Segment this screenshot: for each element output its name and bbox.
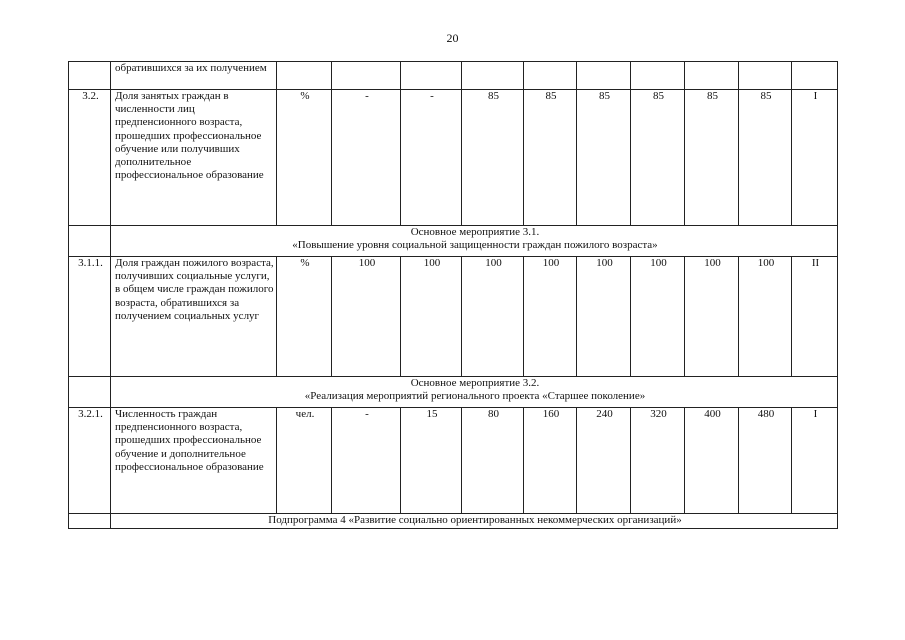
value-cell <box>792 62 838 90</box>
section-row <box>69 377 838 408</box>
unit-cell: % <box>277 257 332 377</box>
value-cell: 320 <box>631 408 685 514</box>
value-cell: 85 <box>739 90 792 226</box>
section-row <box>69 226 838 257</box>
section-subtitle: «Реализация мероприятий регионального проекта «Старшее поколение» <box>304 390 646 403</box>
value-cell: - <box>332 90 401 226</box>
value-cell: I <box>792 90 838 226</box>
value-cell <box>401 62 462 90</box>
section-heading <box>111 377 838 408</box>
section-title: Основное мероприятие 3.2. <box>410 377 540 389</box>
value-cell: 100 <box>685 257 739 377</box>
table-row <box>69 90 838 226</box>
value-cell: 85 <box>631 90 685 226</box>
subprogram-row <box>69 514 838 529</box>
indicator-name: обратившихся за их получением <box>111 62 277 90</box>
section-spacer <box>69 377 111 408</box>
value-cell <box>739 62 792 90</box>
indicators-table <box>68 61 838 529</box>
value-cell: 100 <box>462 257 524 377</box>
table-row <box>69 408 838 514</box>
row-number: 3.2. <box>69 90 111 226</box>
value-cell: 100 <box>332 257 401 377</box>
unit-cell: чел. <box>277 408 332 514</box>
subprogram-title: Подпрограмма 4 «Развитие социально ориентированных некоммерческих организаций» <box>268 514 682 526</box>
section-title: Основное мероприятие 3.1. <box>410 226 540 238</box>
value-cell: 100 <box>524 257 577 377</box>
section-subtitle: «Повышение уровня социальной защищенности граждан пожилого возраста» <box>292 239 658 252</box>
value-cell: 240 <box>577 408 631 514</box>
value-cell: I <box>792 408 838 514</box>
value-cell <box>524 62 577 90</box>
row-number: 3.2.1. <box>69 408 111 514</box>
indicator-name: Доля граждан пожилого возраста, получивших социальные услуги, в общем числе граждан пожилого возраста, обратившихся за получением социальных услуг <box>111 257 277 377</box>
indicator-name: Доля занятых граждан в численности лиц предпенсионного возраста, прошедших профессиональное обучение или получивших дополнительное профессиональное образование <box>111 90 277 226</box>
value-cell: 100 <box>739 257 792 377</box>
value-cell <box>462 62 524 90</box>
page-number: 20 <box>446 31 459 45</box>
value-cell: 85 <box>685 90 739 226</box>
value-cell: 85 <box>462 90 524 226</box>
value-cell <box>577 62 631 90</box>
value-cell: 100 <box>401 257 462 377</box>
value-cell: II <box>792 257 838 377</box>
row-number: 3.1.1. <box>69 257 111 377</box>
value-cell: 15 <box>401 408 462 514</box>
value-cell <box>332 62 401 90</box>
section-spacer <box>69 226 111 257</box>
value-cell: 100 <box>577 257 631 377</box>
value-cell: 160 <box>524 408 577 514</box>
value-cell: 400 <box>685 408 739 514</box>
section-spacer <box>69 514 111 529</box>
row-number <box>69 62 111 90</box>
subprogram-heading <box>111 514 838 529</box>
table-row <box>69 257 838 377</box>
value-cell <box>631 62 685 90</box>
table-row <box>69 62 838 90</box>
value-cell: 100 <box>631 257 685 377</box>
value-cell: 80 <box>462 408 524 514</box>
value-cell: 480 <box>739 408 792 514</box>
section-heading <box>111 226 838 257</box>
indicator-name: Численность граждан предпенсионного возраста, прошедших профессиональное обучение и дополнительное профессиональное образование <box>111 408 277 514</box>
unit-cell <box>277 62 332 90</box>
unit-cell: % <box>277 90 332 226</box>
value-cell: 85 <box>577 90 631 226</box>
value-cell: 85 <box>524 90 577 226</box>
value-cell: - <box>332 408 401 514</box>
value-cell <box>685 62 739 90</box>
value-cell: - <box>401 90 462 226</box>
